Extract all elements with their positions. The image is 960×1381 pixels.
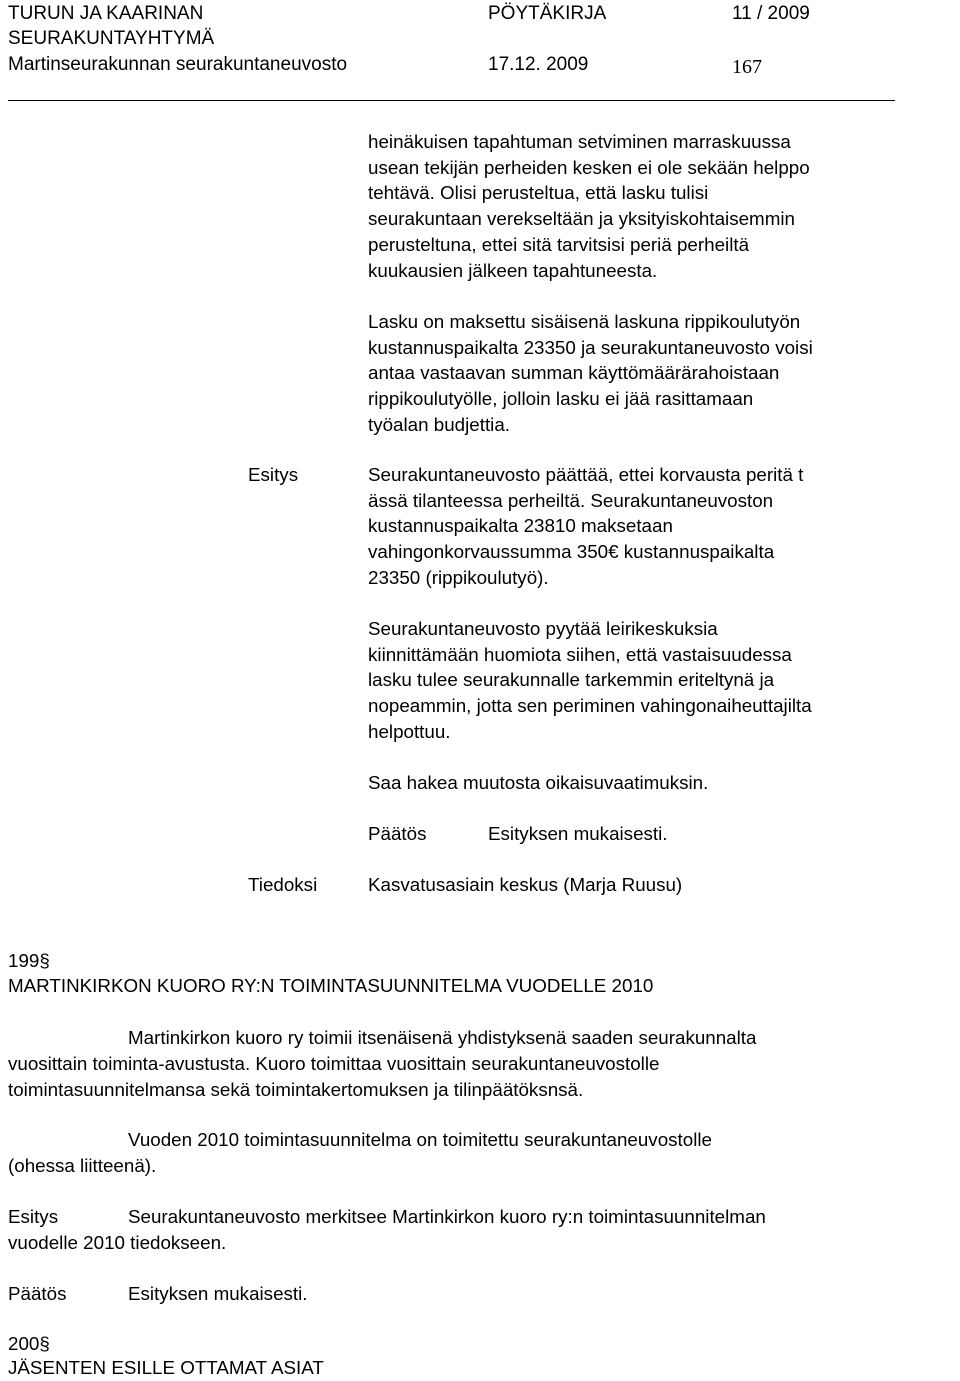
section-199-number: 199§ [8,950,50,971]
text-line: heinäkuisen tapahtuman setviminen marraskuussa [368,131,791,152]
text-line: nopeammin, jotta sen periminen vahingonaiheuttajilta [368,695,812,717]
council-name: Martinseurakunnan seurakuntaneuvosto [8,54,348,75]
info-label: Tiedoksi [248,874,318,895]
text-line: seurakuntaan verekseltään ja yksityiskohtaisemmin [368,208,795,230]
decision-label: Päätös [368,823,427,844]
text-line: Lasku on maksettu sisäisenä laskuna rippikoulutyön [368,311,801,332]
org-name-line2: SEURAKUNTAYHTYMÄ [8,28,215,49]
org-name-line1: TURUN JA KAARINAN [8,3,204,24]
text-line: kuukausien jälkeen tapahtuneesta. [368,259,658,281]
text-line: työalan budjettia. [368,413,511,435]
text-line: vuosittain toiminta-avustusta. Kuoro toimittaa vuosittain seurakuntaneuvostolle [8,1053,660,1074]
doc-date: 17.12. 2009 [488,54,589,75]
text-line: lasku tulee seurakunnalle tarkemmin eriteltynä ja [368,669,775,691]
proposal-label: Esitys [248,464,299,485]
section-199-proposal-rest: vuodelle 2010 tiedokseen. [8,1232,227,1253]
section-199-para2-rest: (ohessa liitteenä). [8,1155,157,1176]
text-line: tehtävä. Olisi perusteltua, että lasku tulisi [368,182,709,204]
section-199-decision-text: Esityksen mukaisesti. [128,1283,308,1304]
appeal-text: Saa hakea muutosta oikaisuvaatimuksin. [368,772,709,793]
text-line: usean tekijän perheiden kesken ei ole sekään helppo [368,156,810,178]
section-199-proposal-first: Seurakuntaneuvosto merkitsee Martinkirkon kuoro ry:n toimintasuunnitelman [128,1206,766,1227]
prev-paragraph-3 [368,616,812,745]
section-200-number: 200§ [8,1333,50,1354]
header-rule [8,100,895,101]
doc-type: PÖYTÄKIRJA [488,3,607,24]
section-199-proposal-label: Esitys [8,1206,59,1227]
text-line: helpottuu. [368,720,451,742]
text-line: toimintasuunnitelmansa sekä toimintakertomuksen ja tilinpäätöksnsä. [8,1078,584,1100]
text-line: Seurakuntaneuvosto pyytää leirikeskuksia [368,618,718,639]
text-line: ässä tilanteessa perheiltä. Seurakuntaneuvoston [368,489,774,511]
prev-paragraph-1 [368,129,810,283]
text-line: kustannuspaikalta 23810 maksetaan [368,515,673,537]
text-line: 23350 (rippikoulutyö). [368,566,549,588]
text-line: kiinnittämään huomiota siihen, että vastaisuudessa [368,643,792,665]
section-199-title: MARTINKIRKON KUORO RY:N TOIMINTASUUNNITELMA VUODELLE 2010 [8,975,654,996]
prev-paragraph-2 [368,309,813,438]
info-text: Kasvatusasiain keskus (Marja Ruusu) [368,874,683,895]
doc-number: 11 / 2009 [732,3,810,24]
text-line: rippikoulutyölle, jolloin lasku ei jää rasittamaan [368,388,754,410]
page-number: 167 [732,56,762,78]
section-199-para1-first: Martinkirkon kuoro ry toimii itsenäisenä yhdistyksenä saaden seurakunnalta [128,1027,757,1048]
section-199-para1-rest [8,1051,659,1102]
proposal-text [368,462,803,591]
text-line: antaa vastaavan summan käyttömäärärahoistaan [368,362,780,384]
text-line: kustannuspaikalta 23350 ja seurakuntaneuvosto voisi [368,336,813,358]
section-199-para2-first: Vuoden 2010 toimintasuunnitelma on toimitettu seurakuntaneuvostolle [128,1129,712,1150]
section-199-decision-label: Päätös [8,1283,67,1304]
text-line: vahingonkorvaussumma 350€ kustannuspaikalta [368,541,775,563]
text-line: perusteltuna, ettei sitä tarvitsisi periä perheiltä [368,233,750,255]
section-200-title: JÄSENTEN ESILLE OTTAMAT ASIAT [8,1357,324,1378]
text-line: Seurakuntaneuvosto päättää, ettei korvausta peritä t [368,464,804,485]
decision-text: Esityksen mukaisesti. [488,823,668,844]
